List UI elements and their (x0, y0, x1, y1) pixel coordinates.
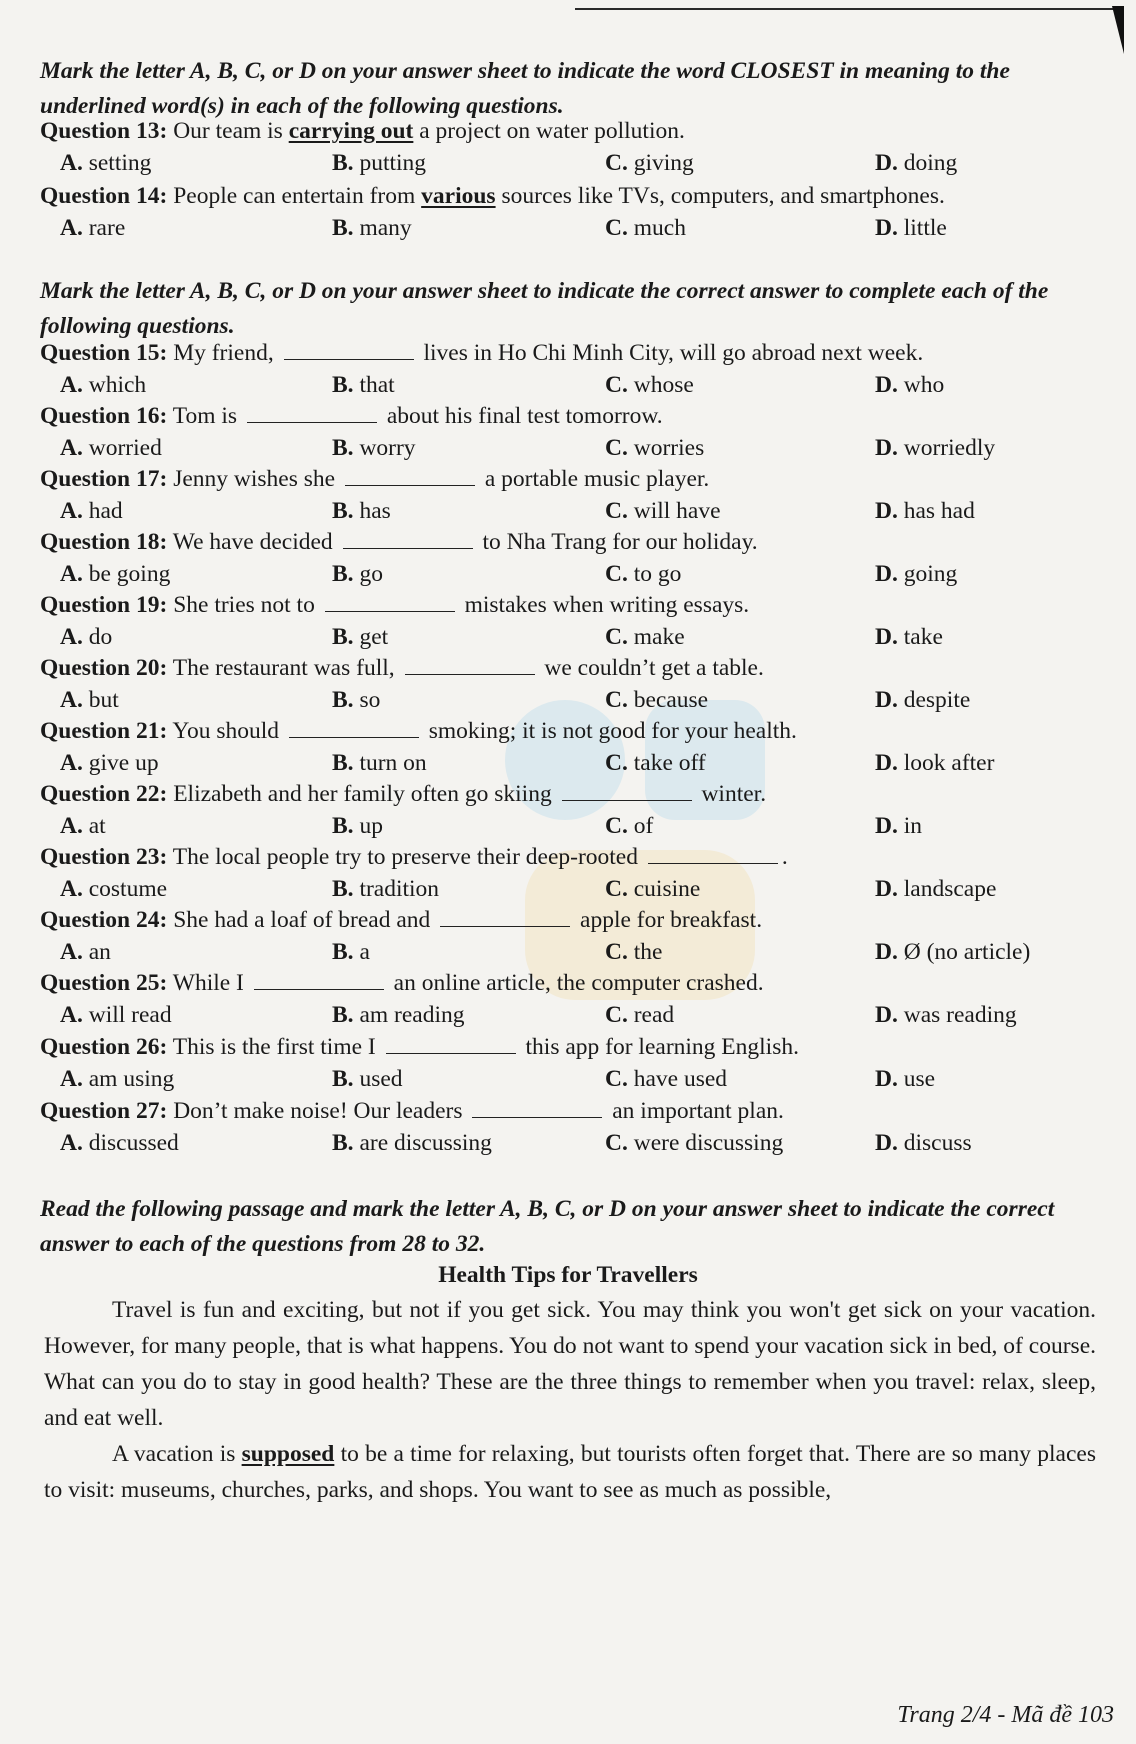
option-text: doing (903, 150, 958, 176)
option-d[interactable] (875, 561, 957, 588)
option-letter: B. (332, 372, 360, 398)
option-letter: B. (332, 624, 360, 650)
answer-blank (440, 908, 570, 927)
option-c[interactable] (605, 939, 662, 966)
option-letter: D. (875, 1002, 904, 1028)
option-letter: A. (60, 939, 89, 965)
option-d[interactable] (875, 215, 947, 242)
option-letter: B. (332, 876, 360, 902)
option-text: discussed (88, 1130, 179, 1156)
option-c[interactable] (605, 1066, 727, 1093)
option-letter: B. (332, 498, 360, 524)
option-letter: D. (875, 435, 904, 461)
question-text: . (781, 844, 788, 870)
question-text: an important plan. (606, 1098, 784, 1124)
option-text: whose (633, 372, 694, 398)
question-text: The local people try to preserve their deep-rooted (172, 844, 644, 870)
option-letter: D. (875, 750, 904, 776)
options-18 (60, 561, 1100, 591)
question-17 (40, 466, 1100, 493)
option-c[interactable] (605, 215, 686, 242)
paragraph-text: A vacation is (112, 1441, 242, 1467)
question-text: She tries not to (173, 592, 321, 618)
option-c[interactable] (605, 876, 700, 903)
question-label: Question 25: (40, 970, 168, 996)
question-label: Question 22: (40, 781, 168, 807)
options-13 (60, 150, 1100, 180)
option-a[interactable] (60, 561, 170, 588)
option-text: used (359, 1066, 403, 1092)
answer-blank (254, 971, 384, 990)
option-c[interactable] (605, 624, 685, 651)
option-d[interactable] (875, 1002, 1017, 1029)
option-text: little (903, 215, 947, 241)
option-text: has (359, 498, 391, 524)
question-text: People can entertain from (173, 183, 422, 209)
option-c[interactable] (605, 1002, 674, 1029)
question-label: Question 23: (40, 844, 168, 870)
question-22 (40, 781, 1100, 808)
option-text: but (88, 687, 119, 713)
option-text: landscape (903, 876, 997, 902)
option-text: that (359, 372, 395, 398)
question-24 (40, 907, 1100, 934)
option-text: giving (633, 150, 694, 176)
underlined-word: carrying out (288, 118, 414, 144)
option-c[interactable] (605, 435, 704, 462)
option-text: were discussing (633, 1130, 784, 1156)
option-d[interactable] (875, 498, 975, 525)
options-21 (60, 750, 1100, 780)
option-text: because (633, 687, 709, 713)
question-label: Question 27: (40, 1098, 168, 1124)
option-d[interactable] (875, 750, 994, 777)
option-letter: A. (60, 561, 89, 587)
option-letter: B. (332, 435, 360, 461)
option-a[interactable] (60, 876, 167, 903)
option-b[interactable] (332, 624, 388, 651)
question-18 (40, 529, 1100, 556)
option-letter: D. (875, 813, 904, 839)
option-text: much (633, 215, 686, 241)
underlined-word: supposed (241, 1441, 335, 1467)
option-a[interactable] (60, 813, 106, 840)
option-text: take (903, 624, 943, 650)
question-text: mistakes when writing essays. (458, 592, 750, 618)
option-text: am using (88, 1066, 175, 1092)
option-c[interactable] (605, 498, 721, 525)
options-27 (60, 1130, 1100, 1160)
option-b[interactable] (332, 750, 427, 777)
option-a[interactable] (60, 750, 159, 777)
option-c[interactable] (605, 150, 694, 177)
option-a[interactable] (60, 687, 119, 714)
answer-blank (648, 845, 778, 864)
option-text: despite (903, 687, 971, 713)
option-c[interactable] (605, 687, 708, 714)
option-letter: C. (605, 1066, 634, 1092)
option-c[interactable] (605, 813, 653, 840)
option-c[interactable] (605, 1130, 783, 1157)
option-letter: A. (60, 1002, 89, 1028)
option-letter: A. (60, 498, 89, 524)
option-letter: D. (875, 876, 904, 902)
question-label: Question 18: (40, 529, 168, 555)
question-26 (40, 1034, 1100, 1061)
option-letter: C. (605, 876, 634, 902)
option-letter: B. (332, 215, 360, 241)
option-b[interactable] (332, 372, 395, 399)
paragraph-text: to be a time for relaxing, but tourists often forget that. There are so many places to visit: museums, churches, parks, and shops. You want to see as much as possible, (44, 1441, 1096, 1503)
question-text: about his final test tomorrow. (380, 403, 663, 429)
option-letter: C. (605, 372, 634, 398)
question-text: smoking; it is not good for your health. (422, 718, 797, 744)
question-text: to Nha Trang for our holiday. (476, 529, 758, 555)
question-text: The restaurant was full, (172, 655, 401, 681)
option-text: worries (633, 435, 705, 461)
question-text: Tom is (172, 403, 243, 429)
option-d[interactable] (875, 876, 996, 903)
question-text: this app for learning English. (519, 1034, 799, 1060)
page-footer: Trang 2/4 - Mã đề 103 (897, 1702, 1114, 1728)
passage-paragraph-1: Travel is fun and exciting, but not if you get sick. You may think you won't get sick on your vacation. However, for many people, that is what happens. You do not want to spend your vacation sick in bed, of course. What can you do to stay in good health? These are the three things to remember when you travel: relax, sleep, and eat well. (44, 1297, 1096, 1431)
option-text: who (903, 372, 945, 398)
option-letter: A. (60, 1130, 89, 1156)
option-letter: D. (875, 372, 904, 398)
answer-blank (325, 593, 455, 612)
option-letter: A. (60, 150, 89, 176)
option-c[interactable] (605, 561, 681, 588)
option-text: the (633, 939, 663, 965)
question-label: Question 13: (40, 118, 168, 144)
option-a[interactable] (60, 1130, 179, 1157)
question-text: a portable music player. (478, 466, 710, 492)
option-text: setting (88, 150, 152, 176)
option-text: Ø (no article) (903, 939, 1031, 965)
option-b[interactable] (332, 939, 370, 966)
option-letter: D. (875, 1066, 904, 1092)
option-a[interactable] (60, 150, 151, 177)
option-letter: C. (605, 750, 634, 776)
option-letter: B. (332, 150, 360, 176)
option-text: to go (633, 561, 682, 587)
option-d[interactable] (875, 435, 995, 462)
option-text: read (633, 1002, 675, 1028)
options-25 (60, 1002, 1100, 1032)
question-label: Question 16: (40, 403, 168, 429)
option-letter: B. (332, 1066, 360, 1092)
option-text: costume (88, 876, 168, 902)
question-label: Question 15: (40, 340, 168, 366)
option-letter: C. (605, 687, 634, 713)
option-letter: B. (332, 813, 360, 839)
question-19 (40, 592, 1100, 619)
option-letter: A. (60, 372, 89, 398)
option-text: am reading (359, 1002, 465, 1028)
option-text: has had (903, 498, 975, 524)
options-17 (60, 498, 1100, 528)
option-letter: C. (605, 498, 634, 524)
options-20 (60, 687, 1100, 717)
option-text: at (88, 813, 106, 839)
answer-blank (405, 656, 535, 675)
option-d[interactable] (875, 1066, 935, 1093)
option-b[interactable] (332, 687, 380, 714)
option-text: tradition (359, 876, 440, 902)
options-23 (60, 876, 1100, 906)
option-text: discuss (903, 1130, 972, 1156)
option-letter: A. (60, 435, 89, 461)
question-text: This is the first time I (172, 1034, 382, 1060)
option-letter: A. (60, 215, 89, 241)
options-26 (60, 1066, 1100, 1096)
option-text: worry (359, 435, 416, 461)
question-label: Question 21: (40, 718, 168, 744)
option-d[interactable] (875, 939, 1030, 966)
question-text: Elizabeth and her family often go skiing (173, 781, 558, 807)
option-text: which (88, 372, 147, 398)
option-letter: C. (605, 561, 634, 587)
option-letter: C. (605, 624, 634, 650)
option-letter: D. (875, 624, 904, 650)
question-text: While I (172, 970, 250, 996)
answer-blank (386, 1035, 516, 1054)
option-text: will have (633, 498, 721, 524)
option-b[interactable] (332, 435, 416, 462)
option-text: give up (88, 750, 159, 776)
question-16 (40, 403, 1100, 430)
option-text: putting (359, 150, 427, 176)
option-text: had (88, 498, 123, 524)
option-text: worried (88, 435, 162, 461)
question-text: She had a loaf of bread and (173, 907, 437, 933)
option-text: take off (633, 750, 706, 776)
option-letter: B. (332, 750, 360, 776)
option-b[interactable] (332, 876, 439, 903)
question-label: Question 24: (40, 907, 168, 933)
option-c[interactable] (605, 372, 694, 399)
option-b[interactable] (332, 561, 383, 588)
option-letter: C. (605, 939, 634, 965)
question-text: winter. (695, 781, 767, 807)
answer-blank (247, 404, 377, 423)
option-text: cuisine (633, 876, 701, 902)
question-25 (40, 970, 1100, 997)
option-letter: B. (332, 687, 360, 713)
option-letter: D. (875, 1130, 904, 1156)
question-text: we couldn’t get a table. (538, 655, 764, 681)
option-a[interactable] (60, 498, 123, 525)
option-text: be going (88, 561, 171, 587)
option-text: have used (633, 1066, 728, 1092)
option-letter: B. (332, 1002, 360, 1028)
answer-blank (562, 782, 692, 801)
options-22 (60, 813, 1100, 843)
option-text: go (359, 561, 383, 587)
options-19 (60, 624, 1100, 654)
option-text: so (359, 687, 381, 713)
option-letter: A. (60, 687, 89, 713)
question-text: Jenny wishes she (173, 466, 341, 492)
option-letter: C. (605, 1002, 634, 1028)
option-text: was reading (903, 1002, 1017, 1028)
option-a[interactable] (60, 435, 162, 462)
option-b[interactable] (332, 215, 412, 242)
option-a[interactable] (60, 1066, 174, 1093)
option-letter: A. (60, 813, 89, 839)
answer-blank (472, 1099, 602, 1118)
option-d[interactable] (875, 150, 957, 177)
question-label: Question 17: (40, 466, 168, 492)
options-14 (60, 215, 1100, 245)
section-instruction-passage: Read the following passage and mark the letter A, B, C, or D on your answer sheet to indicate the correct answer to each of the questions from 28 to 32. (40, 1196, 1055, 1257)
option-letter: D. (875, 687, 904, 713)
question-label: Question 26: (40, 1034, 168, 1060)
option-text: are discussing (359, 1130, 492, 1156)
question-13 (40, 118, 1100, 145)
options-15 (60, 372, 1100, 402)
options-24 (60, 939, 1100, 969)
passage-title: Health Tips for Travellers (438, 1262, 698, 1288)
option-text: worriedly (903, 435, 996, 461)
section-instruction-closest: Mark the letter A, B, C, or D on your answer sheet to indicate the word CLOSEST in meaning to the underlined word(s) in each of the following questions. (40, 58, 1010, 119)
option-b[interactable] (332, 1002, 465, 1029)
option-letter: A. (60, 876, 89, 902)
option-a[interactable] (60, 624, 112, 651)
question-21 (40, 718, 1100, 745)
question-23 (40, 844, 1100, 871)
option-b[interactable] (332, 150, 426, 177)
option-d[interactable] (875, 372, 944, 399)
option-b[interactable] (332, 1066, 403, 1093)
passage-paragraph-2 (44, 1436, 1096, 1508)
option-letter: C. (605, 215, 634, 241)
question-text: a project on water pollution. (413, 118, 685, 144)
options-16 (60, 435, 1100, 465)
option-letter: D. (875, 150, 904, 176)
option-text: many (359, 215, 412, 241)
option-text: up (359, 813, 383, 839)
option-letter: D. (875, 498, 904, 524)
option-letter: C. (605, 813, 634, 839)
option-a[interactable] (60, 939, 111, 966)
section-instruction-complete: Mark the letter A, B, C, or D on your answer sheet to indicate the correct answer to complete each of the following questions. (40, 278, 1049, 339)
option-letter: D. (875, 939, 904, 965)
answer-blank (343, 530, 473, 549)
question-text: You should (172, 718, 285, 744)
question-text: lives in Ho Chi Minh City, will go abroad next week. (417, 340, 924, 366)
option-letter: C. (605, 1130, 634, 1156)
option-d[interactable] (875, 1130, 972, 1157)
answer-blank (289, 719, 419, 738)
option-text: look after (903, 750, 995, 776)
option-letter: C. (605, 150, 634, 176)
question-text: My friend, (173, 340, 280, 366)
option-letter: A. (60, 1066, 89, 1092)
option-a[interactable] (60, 215, 125, 242)
option-text: of (633, 813, 654, 839)
option-letter: B. (332, 561, 360, 587)
question-label: Question 19: (40, 592, 168, 618)
option-letter: D. (875, 561, 904, 587)
option-b[interactable] (332, 498, 391, 525)
option-text: turn on (359, 750, 427, 776)
underlined-word: various (421, 183, 496, 209)
option-a[interactable] (60, 1002, 172, 1029)
option-text: use (903, 1066, 936, 1092)
option-text: will read (88, 1002, 172, 1028)
option-text: an (88, 939, 111, 965)
option-letter: B. (332, 1130, 360, 1156)
option-text: do (88, 624, 113, 650)
option-letter: A. (60, 750, 89, 776)
question-text: an online article, the computer crashed. (387, 970, 764, 996)
option-letter: C. (605, 435, 634, 461)
question-text: apple for breakfast. (574, 907, 763, 933)
question-20 (40, 655, 1100, 682)
option-b[interactable] (332, 813, 383, 840)
question-15 (40, 340, 1100, 367)
option-letter: A. (60, 624, 89, 650)
option-d[interactable] (875, 624, 943, 651)
option-text: get (359, 624, 389, 650)
question-text: We have decided (172, 529, 339, 555)
option-text: in (903, 813, 923, 839)
question-27 (40, 1098, 1100, 1125)
option-text: rare (88, 215, 126, 241)
option-d[interactable] (875, 687, 970, 714)
option-b[interactable] (332, 1130, 492, 1157)
question-text: Our team is (173, 118, 289, 144)
option-text: a (359, 939, 370, 965)
question-text: Don’t make noise! Our leaders (173, 1098, 469, 1124)
option-d[interactable] (875, 813, 922, 840)
answer-blank (345, 467, 475, 486)
option-text: make (633, 624, 685, 650)
option-a[interactable] (60, 372, 146, 399)
question-label: Question 20: (40, 655, 168, 681)
answer-blank (284, 341, 414, 360)
option-c[interactable] (605, 750, 706, 777)
question-14 (40, 183, 1100, 210)
option-letter: D. (875, 215, 904, 241)
option-text: going (903, 561, 958, 587)
option-letter: B. (332, 939, 360, 965)
question-text: sources like TVs, computers, and smartphones. (495, 183, 945, 209)
question-label: Question 14: (40, 183, 168, 209)
